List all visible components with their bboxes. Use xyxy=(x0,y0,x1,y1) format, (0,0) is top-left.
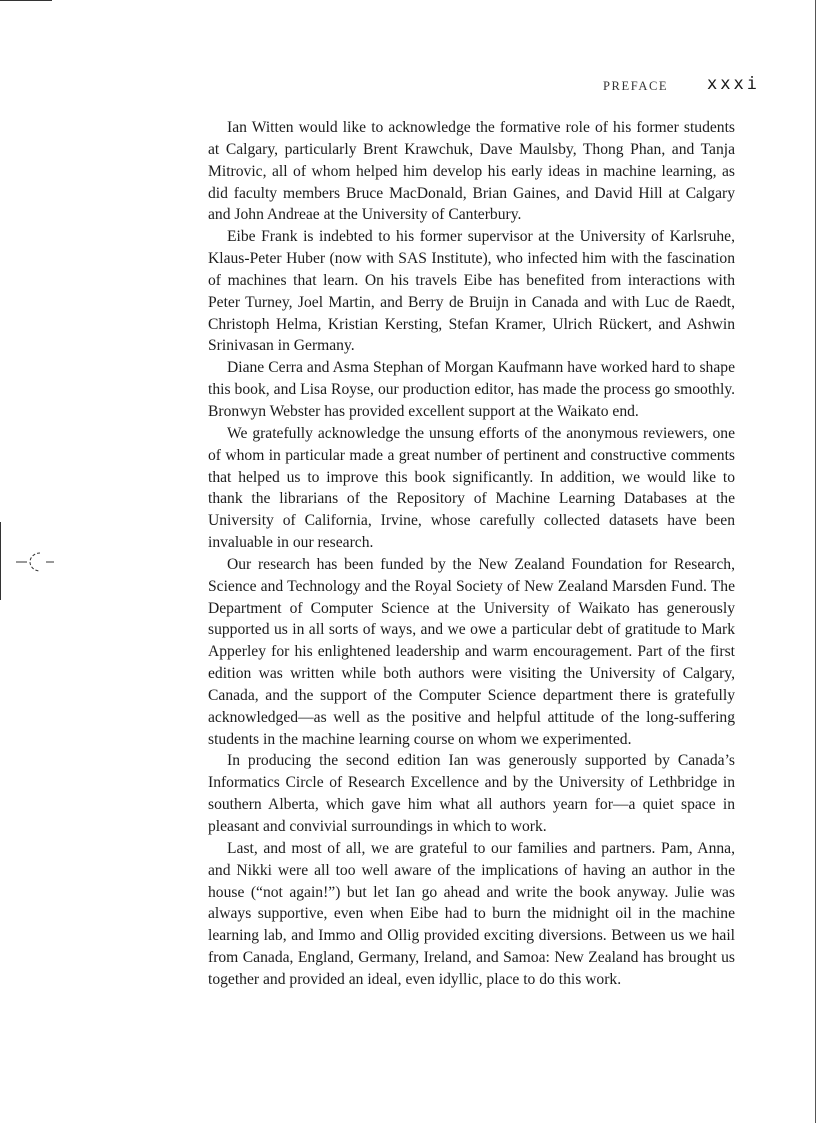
crop-mark-top-left xyxy=(0,0,52,1)
paragraph-funding-acknowledgment: Our research has been funded by the New Zealand Foundation for Research, Science and Technology and the Royal Society of New Zealand Marsden Fund. The Department of Computer Science at the University of Waikato has generously supported us in all sorts of ways, and we owe a particular debt of gratitude to Mark Apperley for his enlightened leadership and warm encouragement. Part of the first edition was written while both authors were visiting the University of Calgary, Canada, and the support of the Computer Science department there is gratefully acknowledged—as well as the positive and helpful attitude of the long-suffering students in the machine learning course on whom we experimented. xyxy=(208,555,735,748)
crop-mark-left xyxy=(0,522,1,600)
paragraph-frank-acknowledgment: Eibe Frank is indebted to his former supervisor at the University of Karlsruhe, Klaus-Peter Huber (now with SAS Institute), who infected him with the fascination of machines that learn. On his travels Eibe has benefited from interactions with Peter Turney, Joel Martin, and Berry de Bruijn in Canada and with Luc de Raedt, Christoph Helma, Kristian Kersting, Stefan Kramer, Ulrich Rückert, and Ashwin Srinivasan in Germany. xyxy=(208,228,735,355)
registration-mark-icon xyxy=(16,548,56,576)
running-head xyxy=(560,74,760,98)
paragraph-publisher-acknowledgment: Diane Cerra and Asma Stephan of Morgan Kaufmann have worked hard to shape this book, and Lisa Royse, our production editor, has made the process go smoothly. Bronwyn Webster has provided excellent support at the Waikato end. xyxy=(208,359,735,420)
paragraph-reviewers-acknowledgment: We gratefully acknowledge the unsung efforts of the anonymous reviewers, one of whom in particular made a great number of pertinent and constructive comments that helped us to improve this book significantly. In addition, we would like to thank the librarians of the Repository of Machine Learning Databases at the University of California, Irvine, whose carefully collected datasets have been invaluable in our research. xyxy=(208,424,735,552)
paragraph-witten-acknowledgment: Ian Witten would like to acknowledge the formative role of his former students at Calgary, particularly Brent Krawchuk, Dave Maulsby, Thong Phan, and Tanja Mitrovic, all of whom helped him develop his early ideas in machine learning, as did faculty members Bruce MacDonald, Brian Gaines, and David Hill at Calgary and John Andreae at the University of Canterbury. xyxy=(208,119,735,224)
page-number: xxxi xyxy=(707,74,760,94)
body-text xyxy=(208,117,735,991)
paragraph-second-edition-acknowledgment: In producing the second edition Ian was generously supported by Canada’s Informatics Circle of Research Excellence and by the University of Lethbridge in southern Alberta, which gave him what all authors yearn for—a quiet space in pleasant and convivial surroundings in which to work. xyxy=(208,752,735,835)
paragraph-family-acknowledgment: Last, and most of all, we are grateful to our families and partners. Pam, Anna, and Nikki were all too well aware of the implications of having an author in the house (“not again!”) but let Ian go ahead and write the book anyway. Julie was always supportive, even when Eibe had to burn the midnight oil in the machine learning lab, and Immo and Ollig provided exciting diversions. Between us we hail from Canada, England, Germany, Ireland, and Samoa: New Zealand has brought us together and provided an ideal, even idyllic, place to do this work. xyxy=(208,839,735,988)
running-head-section: PREFACE xyxy=(603,79,669,93)
